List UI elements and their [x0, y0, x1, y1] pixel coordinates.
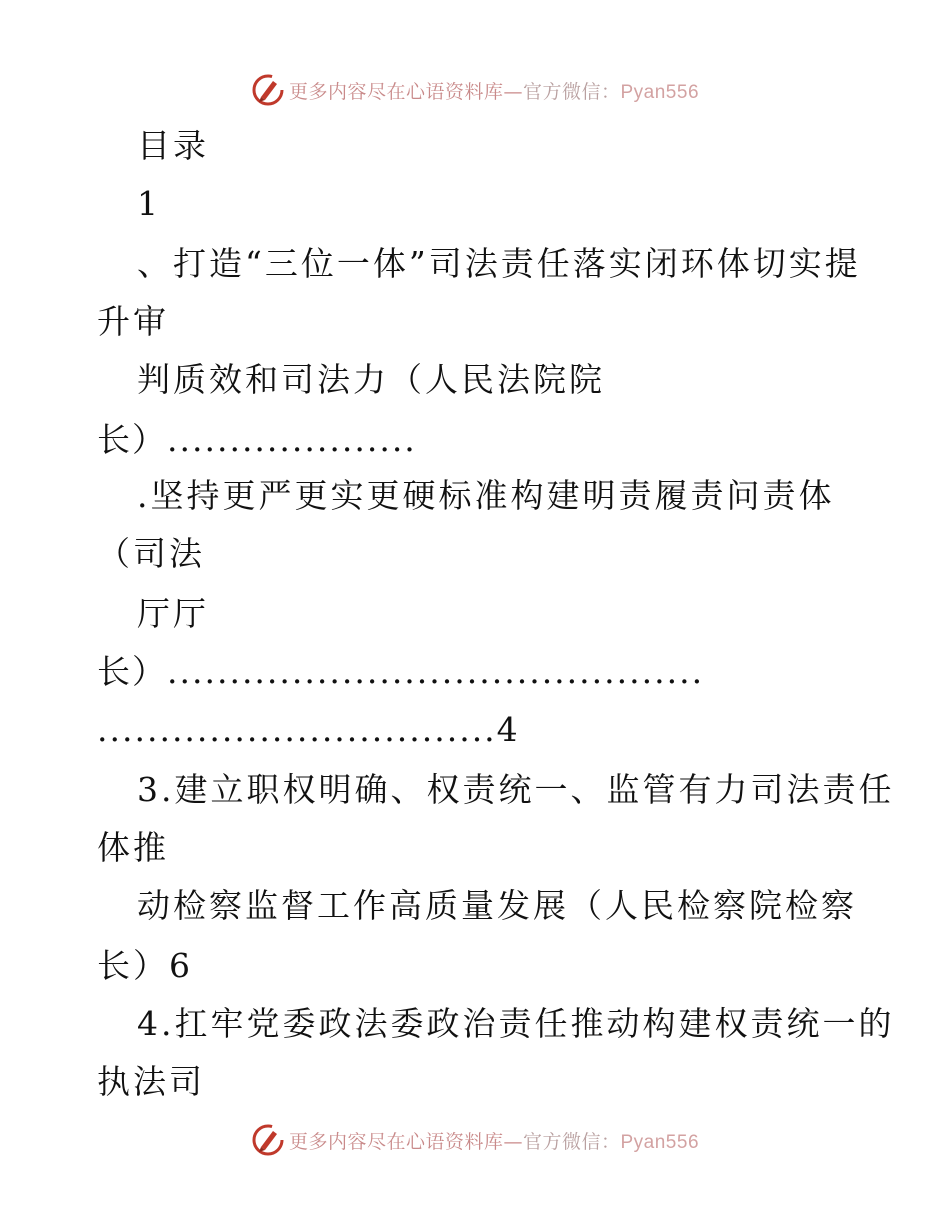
toc-line: 长）....................	[97, 420, 417, 459]
header-watermark-banner	[0, 70, 950, 110]
pen-logo-icon	[251, 73, 285, 107]
toc-line: 升审	[97, 302, 169, 341]
watermark-text: 更多内容尽在心语资料库—官方微信：Pyan556	[288, 1130, 700, 1153]
toc-line: 1	[137, 184, 161, 223]
pen-logo-icon	[251, 1123, 285, 1157]
toc-line: 体推	[97, 828, 169, 867]
toc-line: （司法	[97, 534, 205, 573]
toc-line: 、打造“三位一体”司法责任落实闭环体切实提	[137, 244, 861, 283]
toc-line: 3.建立职权明确、权责统一、监管有力司法责任	[137, 770, 895, 809]
toc-line: 长）...........................................	[97, 652, 705, 691]
toc-line: 判质效和司法力（人民法院院	[137, 360, 605, 399]
toc-title: 目录	[137, 126, 209, 165]
toc-line: 厅厅	[137, 594, 209, 633]
toc-line: 4.扛牢党委政法委政治责任推动构建权责统一的	[137, 1004, 895, 1043]
footer-watermark-banner	[0, 1120, 950, 1160]
toc-line: .坚持更严更实更硬标准构建明责履责问责体	[137, 476, 835, 515]
toc-line: 执法司	[97, 1062, 205, 1101]
watermark-text: 更多内容尽在心语资料库—官方微信：Pyan556	[288, 80, 700, 103]
toc-line: 长）6	[97, 946, 193, 985]
toc-line: 动检察监督工作高质量发展（人民检察院检察	[137, 886, 857, 925]
toc-line: ................................4	[97, 710, 520, 749]
